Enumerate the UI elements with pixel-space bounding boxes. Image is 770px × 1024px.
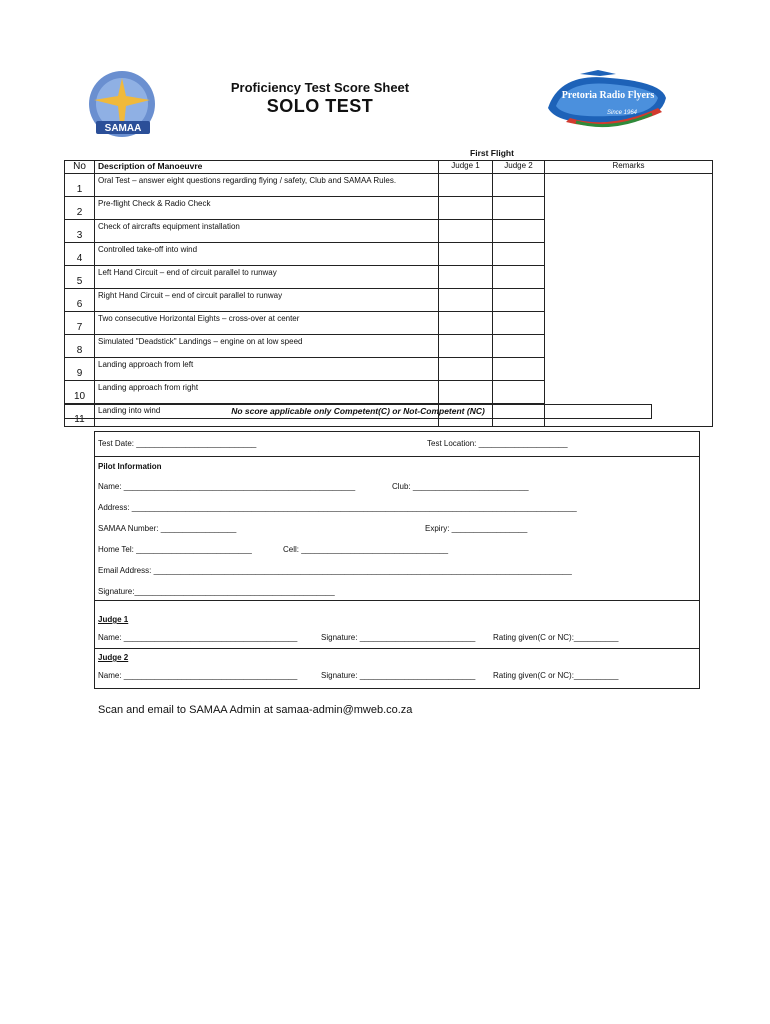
column-header-remarks: Remarks [545,161,713,174]
column-header-no: No [65,161,95,174]
judge-1-heading: Judge 1 [98,615,129,624]
table-row [65,243,713,266]
judge-2-score-cell[interactable] [493,220,545,243]
row-number: 8 [65,335,95,358]
row-number: 9 [65,358,95,381]
table-row [65,289,713,312]
judge-1-name-field[interactable]: Name: _______________________________________ [98,633,298,642]
row-description: Landing approach from right [95,381,439,404]
judge-2-name-field[interactable]: Name: _______________________________________ [98,671,298,680]
row-number: 2 [65,197,95,220]
remarks-cell[interactable] [545,197,713,220]
judge-2-score-cell[interactable] [493,335,545,358]
first-flight-header: First Flight [470,148,514,158]
table-row [65,197,713,220]
column-header-description: Description of Manoeuvre [95,161,439,174]
test-date-field[interactable]: Test Date: ___________________________ [98,439,257,448]
row-description: Landing approach from left [95,358,439,381]
table-row [65,174,713,197]
svg-text:Since 1964: Since 1964 [606,110,638,116]
judge-1-score-cell[interactable] [439,197,493,220]
row-number: 11 [65,404,95,427]
judge-2-score-cell[interactable] [493,312,545,335]
row-number: 5 [65,266,95,289]
judge-1-score-cell[interactable] [439,335,493,358]
row-description: Left Hand Circuit – end of circuit parallel to runway [95,266,439,289]
remarks-cell[interactable] [545,266,713,289]
svg-text:SAMAA: SAMAA [104,123,142,134]
address-field[interactable]: Address: ____________________________________________________________________________________________________ [98,503,577,512]
row-description: Pre-flight Check & Radio Check [95,197,439,220]
judge-2-heading: Judge 2 [98,653,129,662]
remarks-cell[interactable] [545,220,713,243]
table-header-row [65,161,713,174]
judge-1-score-cell[interactable] [439,243,493,266]
remarks-cell[interactable] [545,312,713,335]
divider [95,600,699,601]
row-description: Two consecutive Horizontal Eights – cross-over at center [95,312,439,335]
email-field[interactable]: Email Address: ______________________________________________________________________________________________ [98,566,572,575]
remarks-cell[interactable] [545,174,713,197]
svg-text:Pretoria Radio Flyers: Pretoria Radio Flyers [561,90,655,101]
judge-2-score-cell[interactable] [493,243,545,266]
row-description: Check of aircrafts equipment installation [95,220,439,243]
row-number: 4 [65,243,95,266]
test-location-field[interactable]: Test Location: ____________________ [427,439,568,448]
judge-2-score-cell[interactable] [493,289,545,312]
page-title: SOLO TEST [266,96,374,116]
judge-1-score-cell[interactable] [439,266,493,289]
judge-1-score-cell[interactable] [439,381,493,404]
pilot-information-form [94,431,700,689]
row-number: 6 [65,289,95,312]
sheet-subtitle: Proficiency Test Score Sheet [230,80,410,95]
pretoria-radio-flyers-logo [540,68,672,130]
judge-2-score-cell[interactable] [493,358,545,381]
row-description: Right Hand Circuit – end of circuit parallel to runway [95,289,439,312]
column-header-judge-1: Judge 1 [439,161,493,174]
judge-2-rating-field[interactable]: Rating given(C or NC):__________ [493,671,619,680]
judge-2-score-cell[interactable] [493,266,545,289]
judge-2-score-cell[interactable] [493,174,545,197]
judge-2-score-cell[interactable] [493,381,545,404]
remarks-cell[interactable] [545,243,713,266]
table-row [65,358,713,381]
judge-1-score-cell[interactable] [439,220,493,243]
judge-1-signature-field[interactable]: Signature: __________________________ [321,633,476,642]
judge-2-score-cell[interactable] [493,197,545,220]
remarks-cell[interactable] [545,335,713,358]
judge-2-signature-field[interactable]: Signature: __________________________ [321,671,476,680]
judge-1-score-cell[interactable] [439,358,493,381]
club-field[interactable]: Club: __________________________ [392,482,529,491]
row-description: Controlled take-off into wind [95,243,439,266]
divider [95,456,699,457]
judge-1-score-cell[interactable] [439,312,493,335]
pilot-information-heading: Pilot Information [98,462,162,471]
column-header-judge-2: Judge 2 [493,161,545,174]
table-row [65,381,713,404]
table-row [65,335,713,358]
row-number: 3 [65,220,95,243]
row-description: Simulated "Deadstick" Landings – engine on at low speed [95,335,439,358]
samaa-logo [72,66,176,146]
row-number: 7 [65,312,95,335]
cell-field[interactable]: Cell: _________________________________ [283,545,449,554]
remarks-cell[interactable] [545,381,713,404]
samaa-number-field[interactable]: SAMAA Number: _________________ [98,524,237,533]
signature-field[interactable]: Signature:_____________________________________________ [98,587,335,596]
remarks-cell[interactable] [545,289,713,312]
row-number: 10 [65,381,95,404]
row-number: 1 [65,174,95,197]
judge-1-score-cell[interactable] [439,289,493,312]
judge-1-score-cell[interactable] [439,174,493,197]
judge-1-rating-field[interactable]: Rating given(C or NC):__________ [493,633,619,642]
home-tel-field[interactable]: Home Tel: __________________________ [98,545,252,554]
row-description: Oral Test – answer eight questions regarding flying / safety, Club and SAMAA Rules. [95,174,439,197]
expiry-field[interactable]: Expiry: _________________ [425,524,528,533]
table-row [65,312,713,335]
submission-instruction: Scan and email to SAMAA Admin at samaa-admin@mweb.co.za [98,704,413,716]
manoeuvre-score-table [64,160,713,427]
table-row [65,220,713,243]
remarks-cell[interactable] [545,358,713,381]
table-row [65,266,713,289]
row-description: Landing into wind [95,404,439,427]
divider [95,648,699,649]
scoring-note: No score applicable only Competent(C) or Not-Competent (NC) [64,404,652,419]
pilot-name-field[interactable]: Name: ____________________________________________________ [98,482,356,491]
